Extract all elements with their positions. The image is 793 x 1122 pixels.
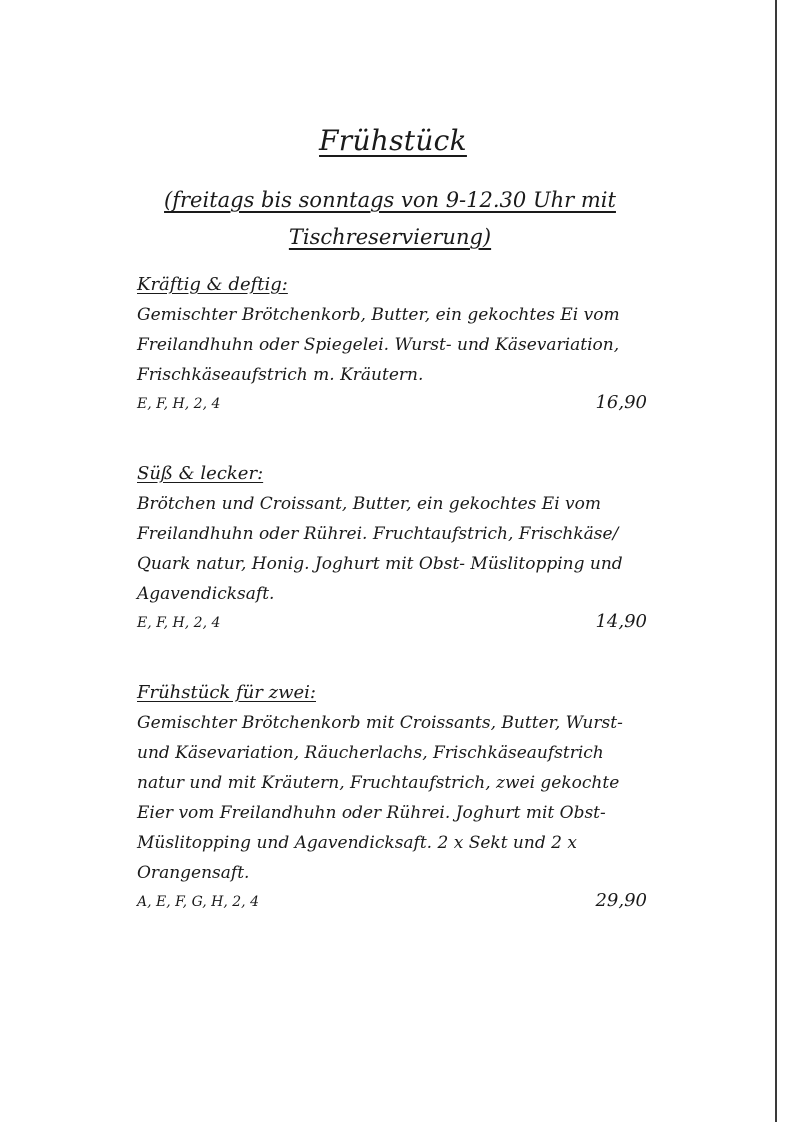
menu-item-meta [137, 392, 647, 413]
menu-item-price: 29,90 [595, 890, 647, 911]
menu-item-fruehstueck-fuer-zwei [137, 678, 647, 911]
menu-item-description: Gemischter Brötchenkorb mit Croissants, Butter, Wurst- und Käsevariation, Räucherlachs, Frischkäseaufstrich natur und mit Kräutern, Fruchtaufstrich, zwei gekochte Eier vom Freilandhuhn oder Rührei. Joghurt mit Obst- Müslitopping und Agavendicksaft. 2 x Sekt und 2 x Orangensaft. [137, 713, 623, 883]
menu-item-heading: Kräftig & deftig: [137, 274, 288, 295]
menu-item-price: 14,90 [595, 611, 647, 632]
menu-item-allergens: E, F, H, 2, 4 [137, 615, 221, 631]
menu-item-meta [137, 611, 647, 632]
page-subtitle: (freitags bis sonntags von 9-12.30 Uhr mit Tischreservierung) [164, 188, 616, 249]
menu-item-heading: Frühstück für zwei: [137, 682, 316, 703]
page-title: Frühstück [319, 124, 467, 157]
page-edge-line [775, 0, 777, 1122]
menu-item-description: Brötchen und Croissant, Butter, ein gekochtes Ei vom Freilandhuhn oder Rührei. Fruchtaufstrich, Frischkäse/ Quark natur, Honig. Joghurt mit Obst- Müslitopping und Agavendicksaft. [137, 494, 623, 604]
menu-item-meta [137, 890, 647, 911]
menu-item-kraeftig-deftig [137, 270, 647, 413]
menu-item-allergens: A, E, F, G, H, 2, 4 [137, 894, 259, 910]
menu-item-allergens: E, F, H, 2, 4 [137, 396, 221, 412]
menu-item-price: 16,90 [595, 392, 647, 413]
menu-item-suess-lecker [137, 459, 647, 632]
menu-item-heading: Süß & lecker: [137, 463, 264, 484]
menu-item-description: Gemischter Brötchenkorb, Butter, ein gekochtes Ei vom Freilandhuhn oder Spiegelei. Wurst- und Käsevariation, Frischkäseaufstrich m. Kräutern. [137, 305, 620, 385]
